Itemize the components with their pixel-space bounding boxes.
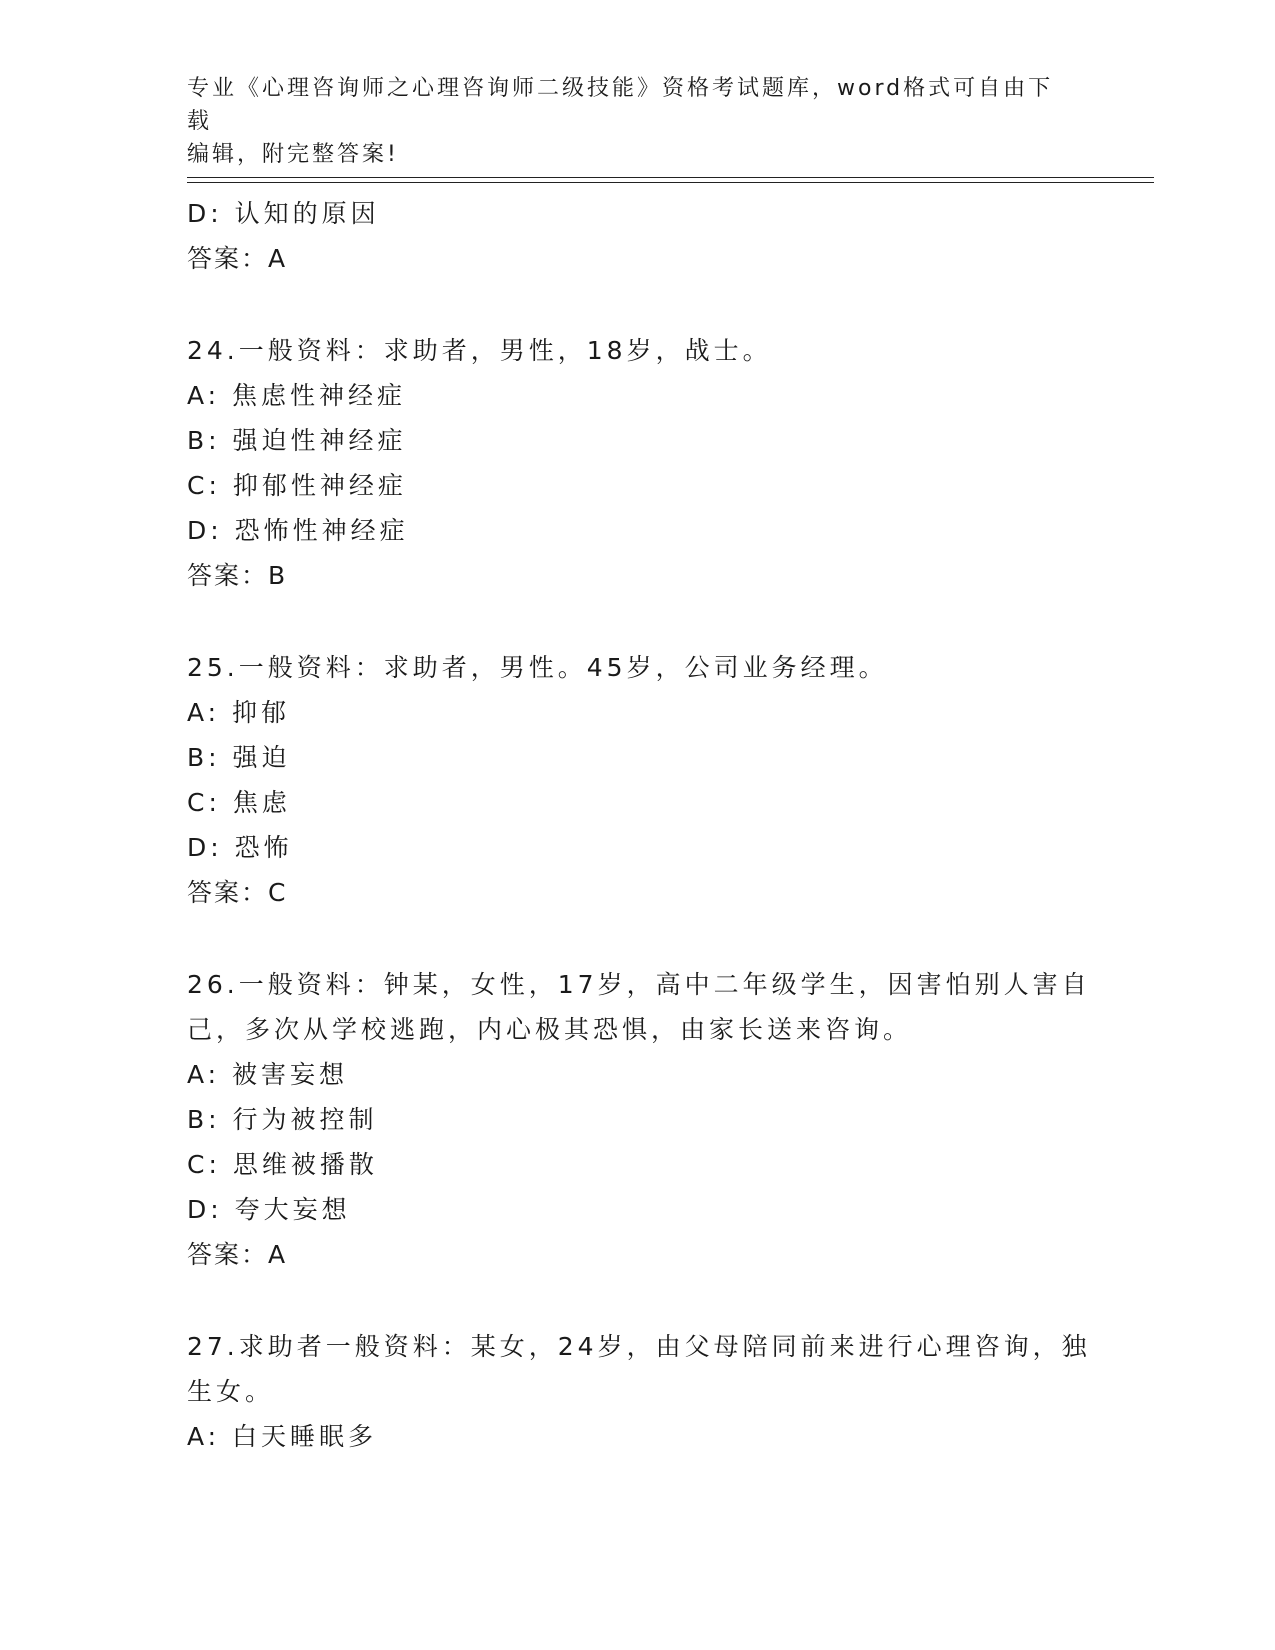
option-d: D: 夸大妄想 [187, 1195, 351, 1224]
option-c: C: 抑郁性神经症 [187, 471, 407, 500]
header-rule-top [187, 177, 1154, 178]
option-a: A: 焦虑性神经症 [187, 381, 407, 410]
document-header [187, 72, 1067, 171]
option-d: D: 恐怖 [187, 833, 293, 862]
header-line-2: 编辑，附完整答案! [187, 142, 399, 167]
option-d: D: 认知的原因 [187, 199, 380, 228]
option-b: B: 强迫性神经症 [187, 426, 407, 455]
question-stem-line-1: 26.一般资料：钟某，女性，17岁，高中二年级学生，因害怕别人害自 [187, 970, 1091, 999]
question-26 [187, 962, 1091, 1277]
option-a: A: 被害妄想 [187, 1060, 349, 1089]
question-27 [187, 1324, 1091, 1459]
question-stem-line-1: 27.求助者一般资料：某女，24岁，由父母陪同前来进行心理咨询，独 [187, 1332, 1091, 1361]
header-rule-bottom [187, 182, 1154, 183]
option-b: B: 强迫 [187, 743, 291, 772]
question-stem: 25.一般资料：求助者，男性。45岁，公司业务经理。 [187, 653, 888, 682]
answer: 答案：A [187, 1240, 288, 1269]
question-stem-line-2: 生女。 [187, 1377, 275, 1406]
answer: 答案：C [187, 878, 288, 907]
document-body [187, 191, 1091, 1459]
option-a: A: 抑郁 [187, 698, 291, 727]
option-b: B: 行为被控制 [187, 1105, 378, 1134]
question-24 [187, 328, 1087, 598]
previous-question-tail [187, 191, 1087, 281]
option-c: C: 焦虑 [187, 788, 291, 817]
header-line-1: 专业《心理咨询师之心理咨询师二级技能》资格考试题库，word格式可自由下载 [187, 76, 1054, 134]
option-d: D: 恐怖性神经症 [187, 516, 409, 545]
option-a: A: 白天睡眠多 [187, 1422, 378, 1451]
answer: 答案：B [187, 561, 288, 590]
question-stem-line-2: 己，多次从学校逃跑，内心极其恐惧，由家长送来咨询。 [187, 1015, 913, 1044]
question-stem: 24.一般资料：求助者，男性，18岁，战士。 [187, 336, 772, 365]
answer: 答案：A [187, 244, 288, 273]
question-25 [187, 645, 1087, 915]
option-c: C: 思维被播散 [187, 1150, 378, 1179]
